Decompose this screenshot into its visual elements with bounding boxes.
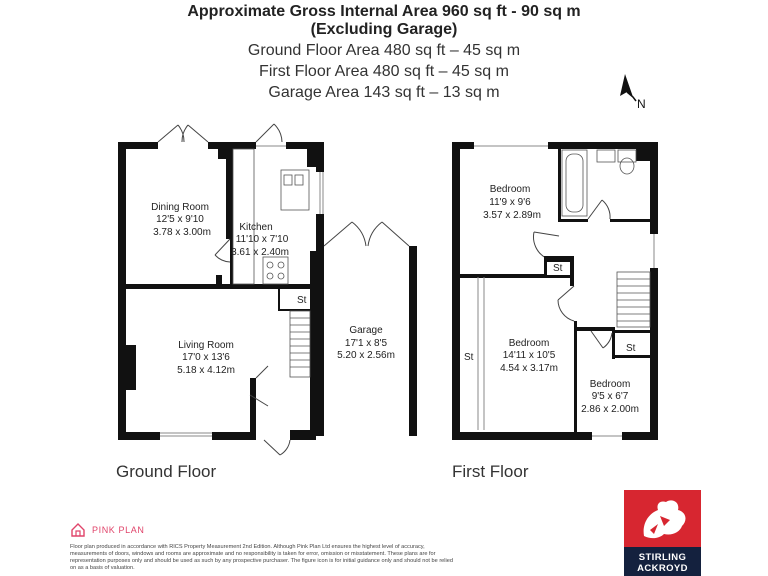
garage-imperial: 17'1 x 8'5	[344, 338, 388, 349]
bathroom-fittings	[562, 150, 636, 216]
first-floor-area: First Floor Area 480 sq ft – 45 sq m	[259, 63, 509, 80]
living-room-name: Living Room	[178, 340, 234, 351]
bedroom3-name: Bedroom	[589, 379, 631, 390]
pink-plan-brand	[70, 522, 144, 538]
bedroom1-imperial: 11'9 x 9'6	[489, 197, 531, 208]
bedroom3-imperial: 9'5 x 6'7	[591, 391, 629, 402]
griffin-icon	[624, 490, 701, 547]
bedroom2-metric: 4.54 x 3.17m	[500, 363, 558, 374]
disclaimer-text: Floor plan produced in accordance with RICS Property Measurement 2nd Edition. Although Pink Plan Ltd ensures the highest level of accuracy, measurements of doors, windows and rooms are approximate and no responsibility is taken for error, omission or misstatement. These plans are for representation purposes only and should be used as such by any prospective purchaser. The figure icon is for initial guidance only and should not be relied on as a basis of valuation.	[70, 544, 453, 571]
living-room-metric: 5.18 x 4.12m	[177, 365, 235, 376]
kitchen-name: Kitchen	[239, 222, 273, 233]
dining-room-name: Dining Room	[151, 202, 209, 213]
living-room-imperial: 17'0 x 13'6	[182, 352, 230, 363]
north-arrow-icon	[620, 74, 646, 111]
area-title: Approximate Gross Internal Area 960 sq ft - 90 sq m	[187, 3, 581, 20]
kitchen-fittings	[233, 149, 309, 284]
kitchen-metric: 3.61 x 2.40m	[231, 247, 289, 258]
north-label: N	[637, 97, 646, 111]
bedroom2-name: Bedroom	[508, 338, 550, 349]
bedroom2-imperial: 14'11 x 10'5	[502, 350, 556, 361]
ground-doors	[158, 124, 290, 455]
first-store-a-label: St	[553, 263, 563, 274]
bedroom1-name: Bedroom	[489, 184, 531, 195]
kitchen-imperial: 11'10 x 7'10	[235, 234, 289, 245]
first-store-b-label: St	[464, 352, 474, 363]
ground-store-label: St	[297, 295, 307, 306]
pink-plan-label: PINK PLAN	[92, 525, 145, 535]
bedroom1-metric: 3.57 x 2.89m	[483, 210, 541, 221]
first-floor-label: First Floor	[452, 462, 529, 481]
dining-room-imperial: 12'5 x 9'10	[156, 214, 204, 225]
ground-windows	[160, 146, 323, 436]
first-store-c-label: St	[626, 343, 636, 354]
ground-floor-area: Ground Floor Area 480 sq ft – 45 sq m	[247, 42, 521, 59]
logo-line1: STIRLING	[638, 552, 687, 563]
dining-room-metric: 3.78 x 3.00m	[153, 227, 211, 238]
ground-stairs	[290, 311, 310, 377]
garage-area: Garage Area 143 sq ft – 13 sq m	[268, 84, 500, 101]
garage-name: Garage	[349, 325, 383, 336]
bedroom3-metric: 2.86 x 2.00m	[581, 404, 639, 415]
ground-floor-label: Ground Floor	[116, 462, 217, 481]
stirling-ackroyd-logo	[624, 490, 701, 576]
logo-line2: ACKROYD	[637, 563, 688, 574]
area-subtitle: (Excluding Garage)	[310, 21, 458, 38]
first-stairs	[617, 272, 650, 327]
logo-band	[624, 547, 701, 576]
pink-plan-house-icon	[70, 522, 86, 538]
garage-metric: 5.20 x 2.56m	[337, 350, 395, 361]
ground-floor-plan	[118, 142, 324, 440]
